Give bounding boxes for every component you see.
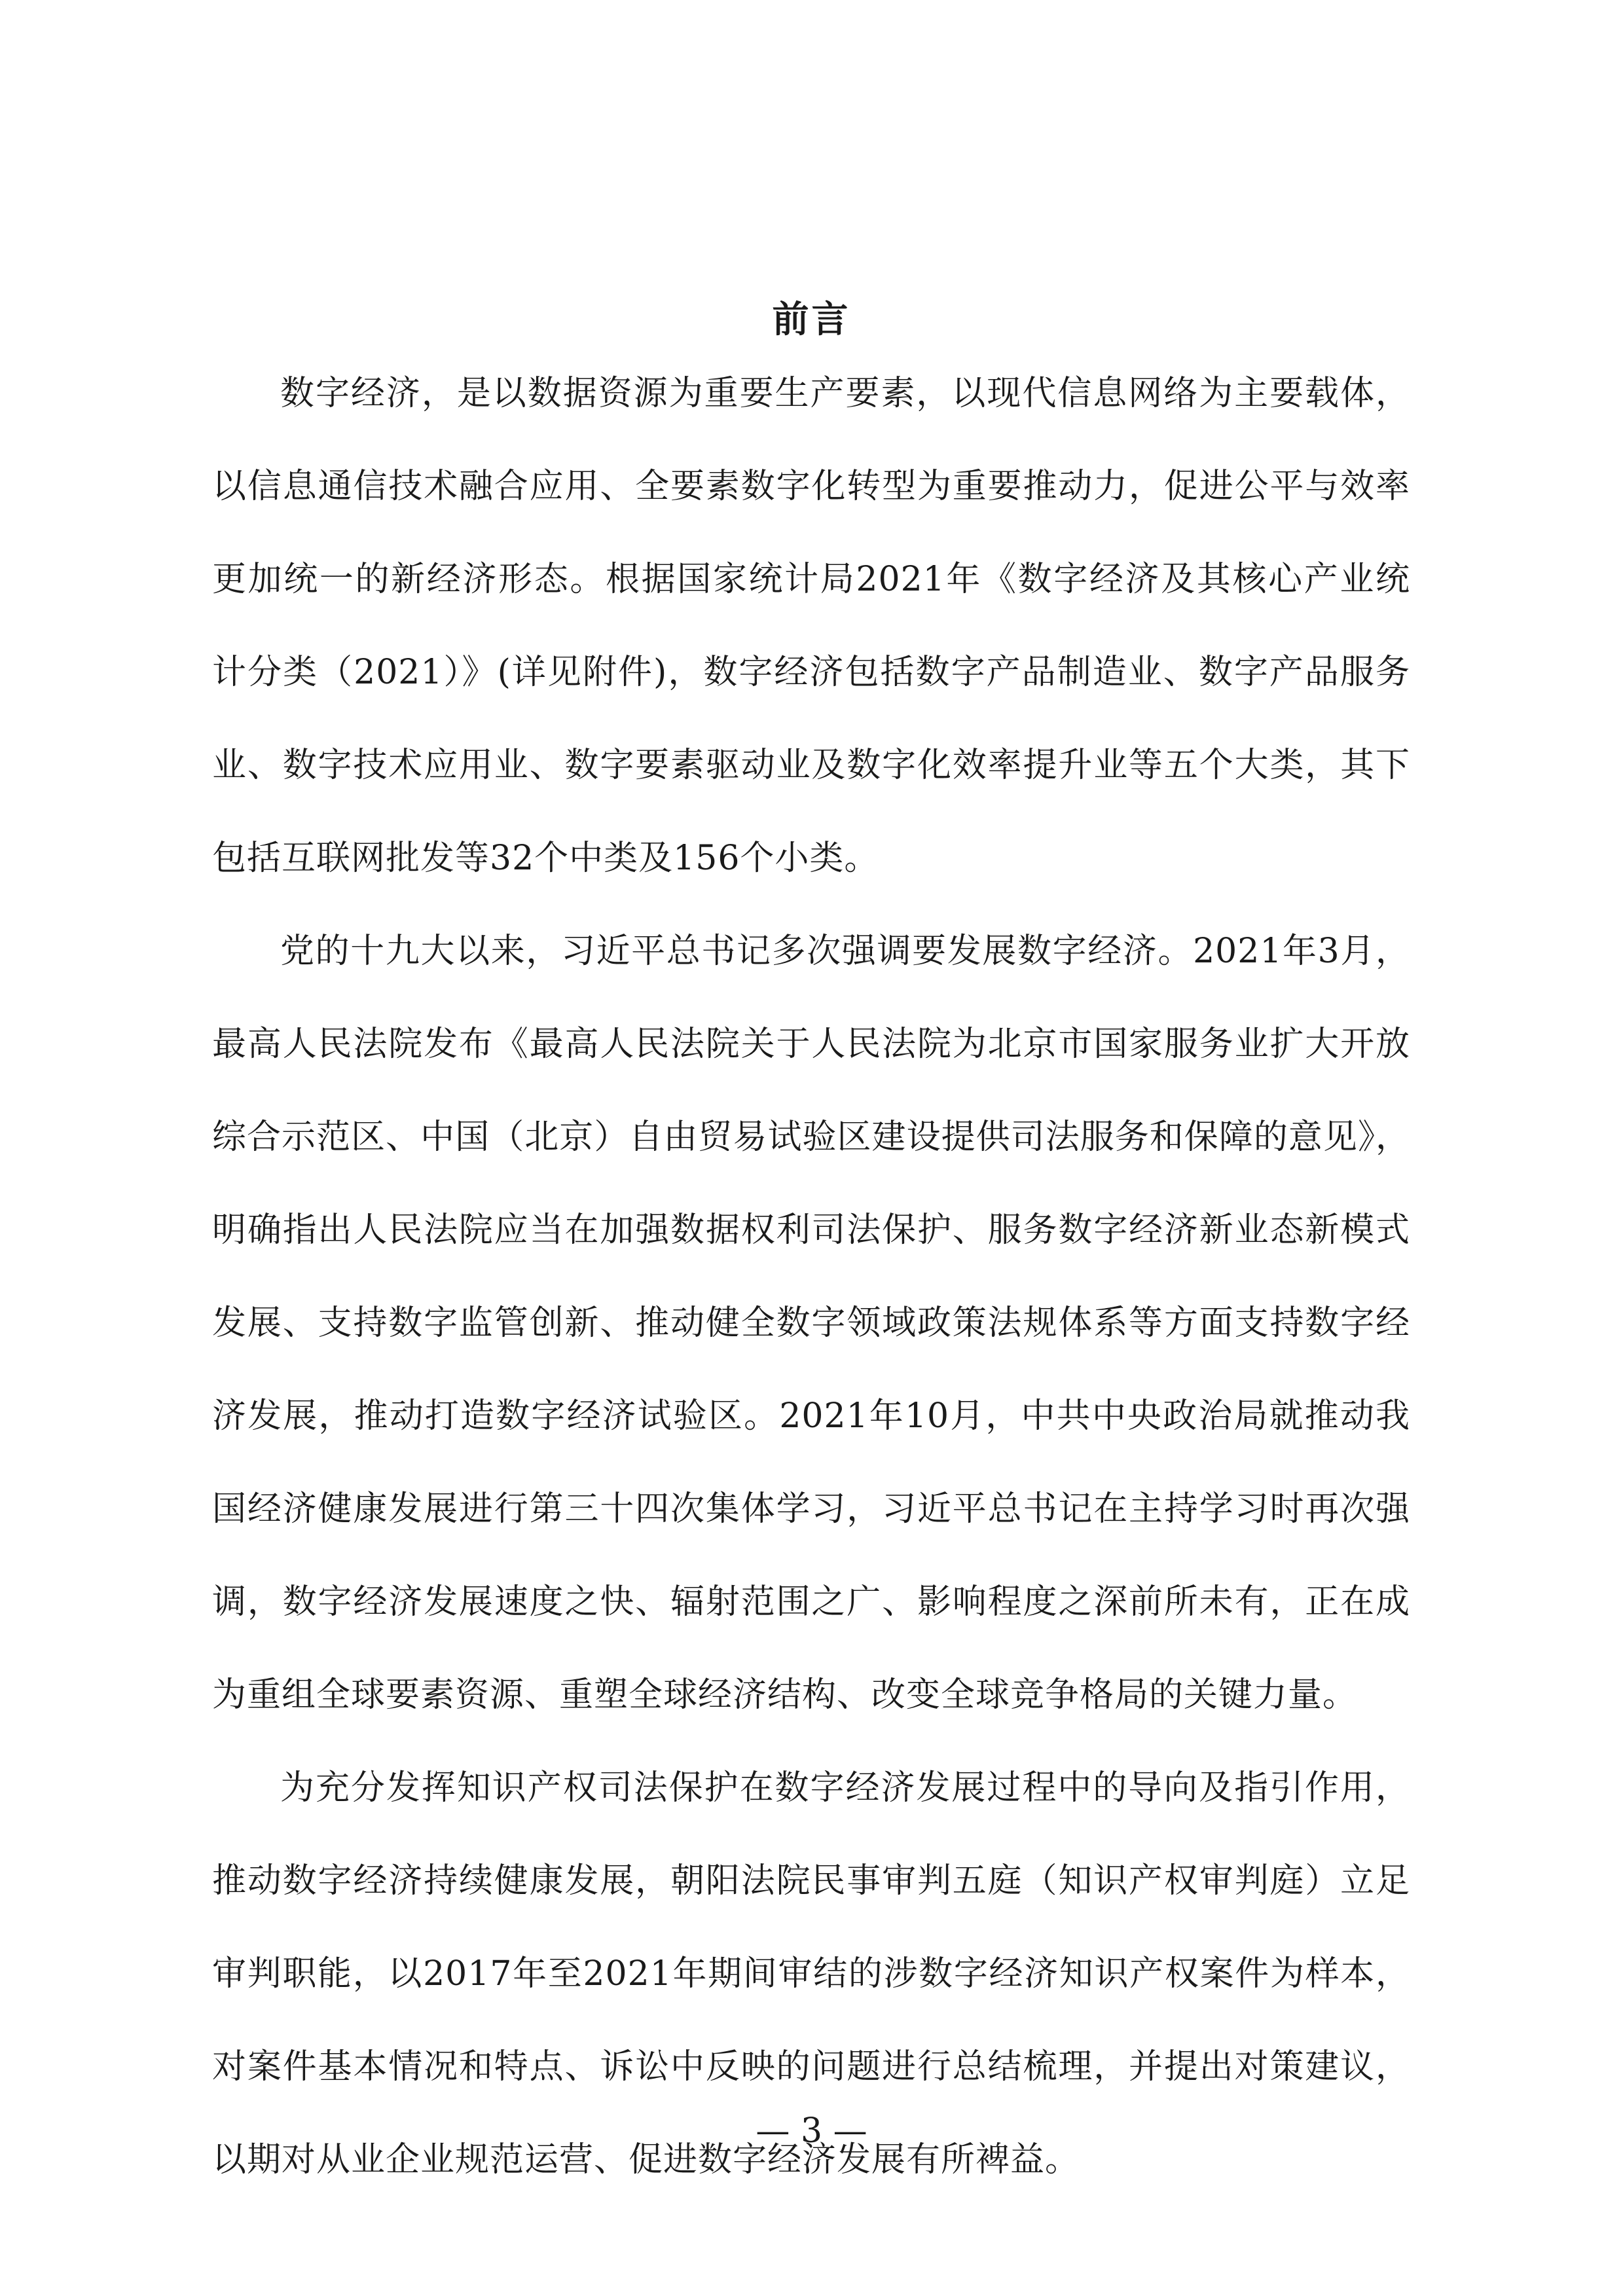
document-body (212, 347, 1410, 2206)
page-number: — 3 — (756, 2111, 867, 2151)
page-title: 前言 (772, 297, 851, 341)
paragraph-3: 为充分发挥知识产权司法保护在数字经济发展过程中的导向及指引作用，推动数字经济持续健康发展，朝阳法院民事审判五庭（知识产权审判庭）立足审判职能，以2017年至2021年期间审结的涉数字经济知识产权案件为样本，对案件基本情况和特点、诉讼中反映的问题进行总结梳理，并提出对策建议，以期对从业企业规范运营、促进数字经济发展有所裨益。 (212, 1768, 1410, 2179)
paragraph-1: 数字经济，是以数据资源为重要生产要素，以现代信息网络为主要载体，以信息通信技术融合应用、全要素数字化转型为重要推动力，促进公平与效率更加统一的新经济形态。根据国家统计局2021年《数字经济及其核心产业统计分类（2021）》(详见附件)，数字经济包括数字产品制造业、数字产品服务业、数字技术应用业、数字要素驱动业及数字化效率提升业等五个大类，其下包括互联网批发等32个中类及156个小类。 (212, 374, 1410, 878)
paragraph-2: 党的十九大以来，习近平总书记多次强调要发展数字经济。2021年3月，最高人民法院发布《最高人民法院关于人民法院为北京市国家服务业扩大开放综合示范区、中国（北京）自由贸易试验区建设提供司法服务和保障的意见》，明确指出人民法院应当在加强数据权利司法保护、服务数字经济新业态新模式发展、支持数字监管创新、推动健全数字领域政策法规体系等方面支持数字经济发展，推动打造数字经济试验区。2021年10月，中共中央政治局就推动我国经济健康发展进行第三十四次集体学习，习近平总书记在主持学习时再次强调，数字经济发展速度之快、辐射范围之广、影响程度之深前所未有，正在成为重组全球要素资源、重塑全球经济结构、改变全球竞争格局的关键力量。 (212, 932, 1410, 1715)
